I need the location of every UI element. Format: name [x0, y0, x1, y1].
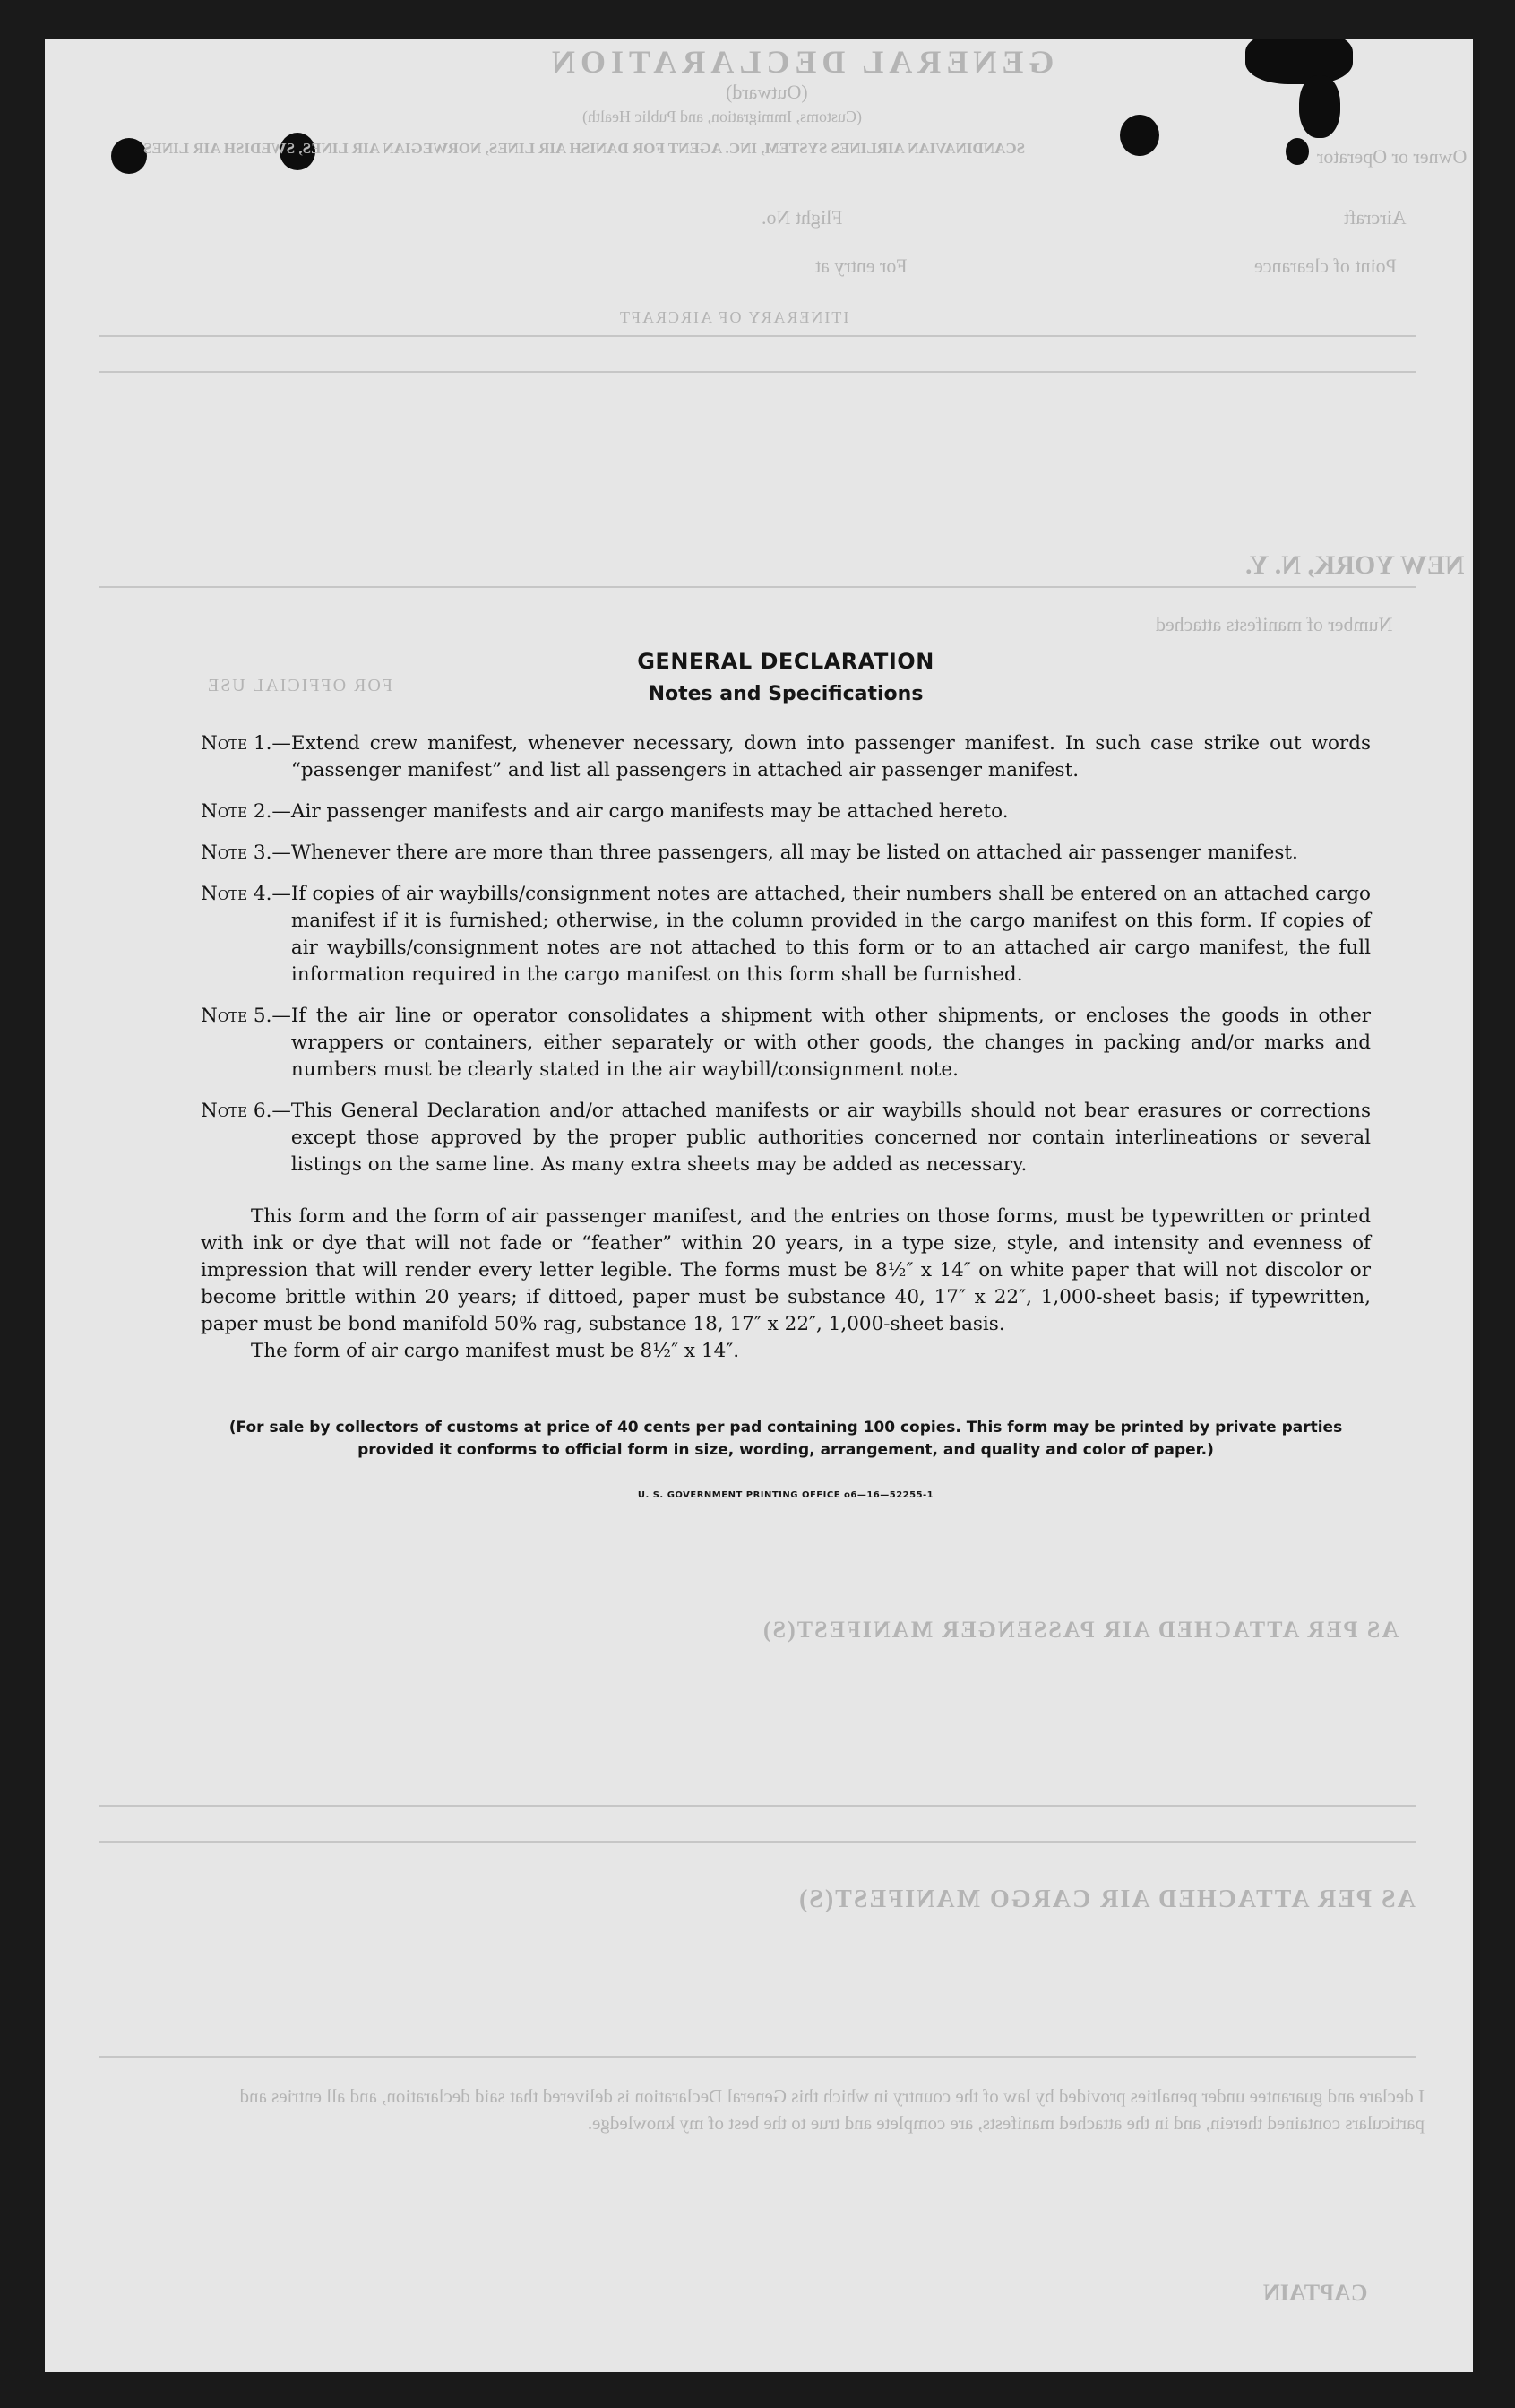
notes-section: [201, 649, 1371, 1500]
note-label: Note 3.: [201, 842, 272, 864]
note-label: Note 2.: [201, 800, 272, 823]
bleedthrough-entry: For entry at: [815, 255, 908, 277]
bleedthrough-official: FOR OFFICIAL USE: [206, 676, 392, 695]
note-label: Note 1.: [201, 732, 272, 755]
bleedthrough-owner: Owner or Operator: [1317, 145, 1468, 168]
note-label: Note 4.: [201, 883, 272, 905]
notes-list: [201, 730, 1371, 1178]
note-item: [201, 798, 1371, 825]
document-page: [45, 39, 1473, 2372]
bleedthrough-aircraft: Aircraft: [1344, 206, 1407, 229]
note-text: If copies of air waybills/consignment notes are attached, their numbers shall be entered on an attached cargo manifest if it is furnished; otherwise, in the column provided in the cargo manifest on this form. If copies of air waybills/consignment notes are not attached to this form or to an attached air cargo manifest, the full information required in the cargo manifest on this form shall be furnished.: [290, 883, 1371, 986]
note-item: [201, 1003, 1371, 1083]
punch-hole: [1286, 138, 1309, 165]
bleedthrough-rule: [99, 335, 1416, 337]
bleedthrough-cargo-manifest: AS PER ATTACHED AIR CARGO MANIFEST(S): [797, 1886, 1416, 1913]
bleedthrough-rule: [99, 371, 1416, 373]
note-label-wrap: Note 3.—: [201, 842, 291, 864]
bleedthrough-stamp: NEW YORK, N. Y.: [1245, 550, 1465, 580]
note-label-wrap: Note 5.—: [201, 1005, 291, 1027]
note-item: [201, 1098, 1371, 1178]
page-title: GENERAL DECLARATION: [637, 649, 934, 674]
form-specification-paragraph: This form and the form of air passenger manifest, and the entries on those forms, must be typewritten or printed with ink or dye that will not fade or “feather” within 20 years, in a type size, style, and intensity and evenness of impression that will render every letter legible. The forms must be 8½″ x 14″ on white paper that will not discolor or become brittle within 20 years; if dittoed, paper must be substance 40, 17″ x 22″, 1,000-sheet basis; if typewritten, paper must be bond manifold 50% rag, substance 18, 17″ x 22″, 1,000-sheet basis.: [201, 1205, 1371, 1335]
bleedthrough-itinerary: ITINERARY OF AIRCRAFT: [618, 308, 849, 326]
bleedthrough-declaration: I declare and guarantee under penalties provided by law of the country in which this General Declaration is delivered that said declaration, and all entries and particulars contained therein, and in the attached manifests, are complete and true to the best of my knowledge.: [239, 2085, 1425, 2134]
note-label-wrap: Note 2.—: [201, 800, 291, 823]
note-label: Note 6.: [201, 1100, 272, 1122]
note-label-wrap: Note 1.—: [201, 732, 291, 755]
note-label: Note 5.: [201, 1005, 272, 1027]
punch-hole: [1120, 115, 1159, 156]
bleedthrough-passenger-manifest: AS PER ATTACHED AIR PASSENGER MANIFEST(S): [762, 1617, 1399, 1643]
note-item: [201, 730, 1371, 784]
note-label-wrap: Note 6.—: [201, 1100, 291, 1122]
bleedthrough-rule: [99, 1841, 1416, 1843]
printing-office-imprint: U. S. GOVERNMENT PRINTING OFFICE o6—16—52255-1: [637, 1490, 934, 1500]
bleedthrough-subtitle: (Outward): [726, 81, 808, 103]
note-text: Extend crew manifest, whenever necessary, down into passenger manifest. In such case strike out words “passenger manifest” and list all passengers in attached air passenger manifest.: [290, 732, 1371, 781]
bleedthrough-title: GENERAL DECLARATION: [547, 44, 1054, 80]
note-text: Whenever there are more than three passengers, all may be listed on attached air passenger manifest.: [290, 842, 1298, 864]
note-text: Air passenger manifests and air cargo manifests may be attached hereto.: [290, 800, 1009, 823]
note-item: [201, 840, 1371, 867]
bleedthrough-agency: (Customs, Immigration, and Public Health): [582, 108, 862, 125]
bleedthrough-rule: [99, 586, 1416, 588]
bleedthrough-rule: [99, 1805, 1416, 1807]
note-text: This General Declaration and/or attached manifests or air waybills should not bear erasures or corrections except those approved by the proper public authorities concerned nor contain interlineations or several listings on the same line. As many extra sheets may be added as necessary.: [290, 1100, 1371, 1176]
torn-corner: [1245, 39, 1353, 84]
cargo-manifest-size-paragraph: The form of air cargo manifest must be 8½″ x 14″.: [251, 1340, 740, 1362]
bleedthrough-manifests: Number of manifests attached: [1156, 613, 1393, 635]
page-subtitle: Notes and Specifications: [648, 683, 924, 705]
bleedthrough-rule: [99, 2056, 1416, 2058]
note-label-wrap: Note 4.—: [201, 883, 291, 905]
note-text: If the air line or operator consolidates a shipment with other shipments, or encloses the goods in other wrappers or containers, either separately or with other goods, the changes in packing and/or marks and numbers must be clearly stated in the air waybill/consignment note.: [290, 1005, 1371, 1081]
sale-notice: (For sale by collectors of customs at price of 40 cents per pad containing 100 copies. This form may be printed by private parties provided it conforms to official form in size, wording, arrangement, and quality and color of paper.): [228, 1419, 1343, 1459]
bleedthrough-clearance: Point of clearance: [1254, 255, 1397, 277]
bleedthrough-airline: SCANDINAVIAN AIRLINES SYSTEM, INC. AGENT FOR DANISH AIR LINES, NORWEGIAN AIR LINES, SWEDISH AIR LINES: [143, 140, 1026, 157]
punch-hole: [111, 138, 147, 174]
note-item: [201, 881, 1371, 988]
bleedthrough-flight: Flight No.: [762, 206, 843, 229]
bleedthrough-captain: CAPTAIN: [1263, 2280, 1368, 2306]
torn-corner: [1299, 75, 1340, 138]
